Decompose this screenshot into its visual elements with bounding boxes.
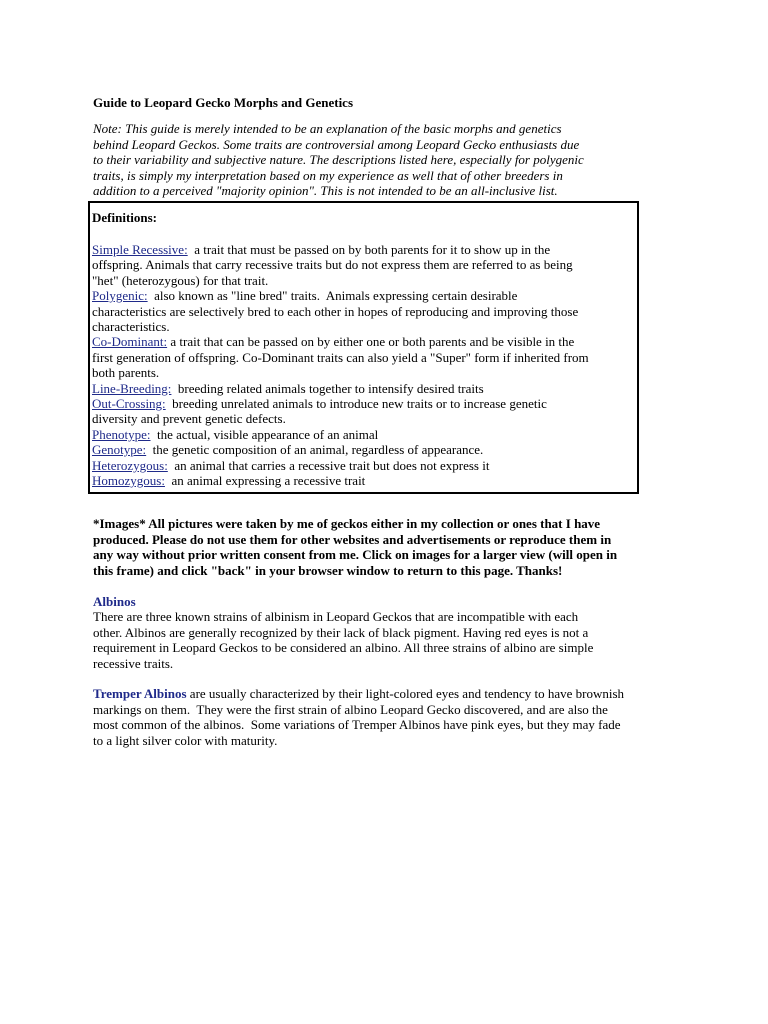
definition-homozygous <box>92 473 640 488</box>
term-link-heterozygous[interactable]: Heterozygous: <box>92 457 168 473</box>
definition-text: a trait that can be passed on by either one or both parents and be visible in the <box>167 334 575 350</box>
note-line: to their variability and subjective nature. The descriptions listed here, especially for polygenic <box>93 152 584 167</box>
term-link-co-dominant[interactable]: Co-Dominant: <box>92 334 168 350</box>
definition-text: an animal expressing a recessive trait <box>164 473 366 489</box>
paragraph-line: recessive traits. <box>93 655 174 671</box>
definition-line-breeding <box>92 381 640 396</box>
images-notice-line: produced. Please do not use them for other websites and advertisements or reproduce them in <box>93 531 612 547</box>
paragraph-line: There are three known strains of albinism in Leopard Geckos that are incompatible with each <box>93 609 579 624</box>
term-link-homozygous[interactable]: Homozygous: <box>92 473 165 489</box>
paragraph-line: most common of the albinos. Some variations of Tremper Albinos have pink eyes, but they may fade <box>93 717 621 732</box>
definition-text: both parents. <box>92 365 160 381</box>
intro-note <box>93 121 653 199</box>
definition-text: diversity and prevent genetic defects. <box>92 411 286 427</box>
term-link-polygenic[interactable]: Polygenic: <box>92 288 148 304</box>
note-line: traits, is simply my interpretation based on my experience as well that of other breeders in <box>93 167 563 183</box>
definition-co-dominant <box>92 334 640 349</box>
paragraph-text: are usually characterized by their light-colored eyes and tendency to have brownish <box>186 686 625 701</box>
images-notice-line: any way without prior written consent from me. Click on images for a larger view (will open in <box>93 547 618 563</box>
definition-text: offspring. Animals that carry recessive traits but do not express them are referred to as being <box>92 257 573 273</box>
definition-text: breeding related animals together to intensify desired traits <box>171 380 484 396</box>
term-link-line-breeding[interactable]: Line-Breeding: <box>92 380 172 396</box>
images-notice-line: this frame) and click "back" in your browser window to return to this page. Thanks! <box>93 562 563 578</box>
paragraph-line: to a light silver color with maturity. <box>93 732 278 748</box>
paragraph-line <box>93 686 683 702</box>
page-title: Guide to Leopard Gecko Morphs and Genetics <box>93 95 354 110</box>
definition-text: an animal that carries a recessive trait but does not express it <box>167 457 490 473</box>
definition-simple-recessive <box>92 242 640 257</box>
tremper-albinos-paragraph <box>93 686 683 748</box>
note-line: Note: This guide is merely intended to be an explanation of the basic morphs and genetics <box>93 121 562 136</box>
definitions-list <box>92 242 640 489</box>
term-link-simple-recessive[interactable]: Simple Recessive: <box>92 242 188 257</box>
albinos-paragraph <box>93 609 673 671</box>
definitions-heading: Definitions: <box>92 210 157 225</box>
term-link-phenotype[interactable]: Phenotype: <box>92 426 151 442</box>
tremper-albinos-lead: Tremper Albinos <box>93 686 187 701</box>
note-line: addition to a perceived "majority opinion". This is not intended to be an all-inclusive list. <box>93 183 558 198</box>
definition-out-crossing <box>92 396 640 411</box>
paragraph-line: markings on them. They were the first strain of albino Leopard Gecko discovered, and are also the <box>93 701 608 717</box>
definition-text: a trait that must be passed on by both parents for it to show up in the <box>187 242 551 257</box>
note-line: behind Leopard Geckos. Some traits are controversial among Leopard Gecko enthusiasts due <box>93 136 580 152</box>
term-link-out-crossing[interactable]: Out-Crossing: <box>92 396 166 412</box>
definition-text: the genetic composition of an animal, regardless of appearance. <box>146 442 484 458</box>
definition-phenotype <box>92 427 640 442</box>
definition-polygenic <box>92 288 640 303</box>
definition-text: also known as "line bred" traits. Animals expressing certain desirable <box>147 288 518 304</box>
paragraph-line: other. Albinos are generally recognized by their lack of black pigment. Having red eyes is not a <box>93 624 589 640</box>
definition-genotype <box>92 442 640 457</box>
definition-text: characteristics are selectively bred to each other in hopes of reproducing and improving those <box>92 303 579 319</box>
definition-text: "het" (heterozygous) for that trait. <box>92 272 269 288</box>
definition-text: the actual, visible appearance of an animal <box>150 426 379 442</box>
albinos-heading: Albinos <box>93 594 136 609</box>
definition-text: breeding unrelated animals to introduce new traits or to increase genetic <box>165 396 547 412</box>
definition-heterozygous <box>92 458 640 473</box>
definition-text: first generation of offspring. Co-Dominant traits can also yield a "Super" form if inherited from <box>92 349 589 365</box>
images-notice <box>93 516 683 578</box>
definition-text: characteristics. <box>92 319 170 335</box>
images-notice-line: *Images* All pictures were taken by me of geckos either in my collection or ones that I have <box>93 516 601 531</box>
paragraph-line: requirement in Leopard Geckos to be considered an albino. All three strains of albino are simple <box>93 640 594 655</box>
term-link-genotype[interactable]: Genotype: <box>92 442 147 458</box>
